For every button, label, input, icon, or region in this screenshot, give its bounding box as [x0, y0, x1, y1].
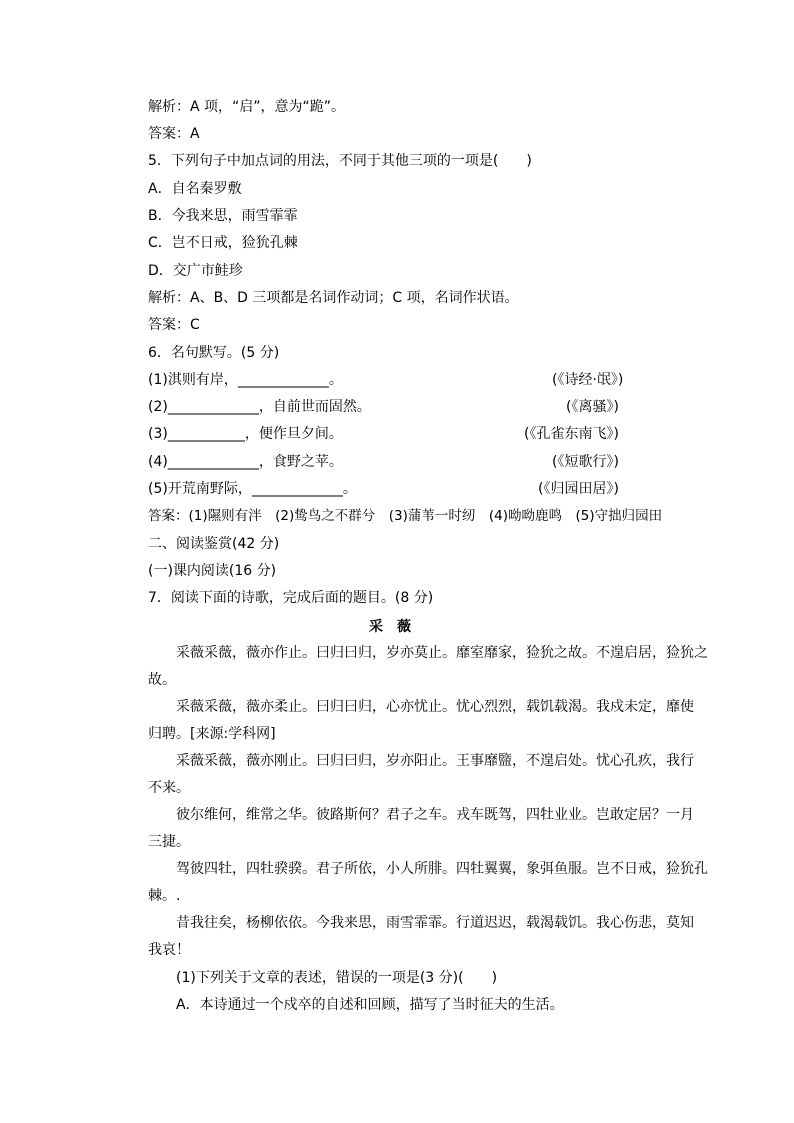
source-label: (《孔雀东南飞》): [524, 426, 619, 442]
question-5: 5．下列句子中加点词的用法，不同于其他三项的一项是( ): [148, 153, 532, 169]
source-label: (《离骚》): [566, 399, 619, 415]
question-6: 6．名句默写。(5 分): [148, 345, 280, 361]
answer-text: 答案：(1)隰则有泮 (2)鸷鸟之不群兮 (3)蒲苇一时纫 (4)呦呦鹿鸣 (5)守拙归园田: [148, 508, 663, 524]
source-label: (《归园田居》): [538, 481, 619, 497]
poem-stanza-2-cont: 归聘。[来源:学科网]: [148, 726, 276, 742]
poem-stanza-6-cont: 我哀！: [148, 942, 190, 958]
option-a: A．自名秦罗敷: [148, 181, 242, 197]
poem-stanza-4: 彼尔维何，维常之华。彼路斯何？君子之车。戎车既驾，四牡业业。岂敢定居？一月: [176, 807, 694, 823]
blank-line-4: (4)_____________，食野之苹。: [148, 454, 343, 470]
poem-stanza-6: 昔我往矣，杨柳依依。今我来思，雨雪霏霏。行道迟迟，载渴载饥。我心伤悲，莫知: [176, 915, 694, 931]
poem-stanza-3-cont: 不来。: [148, 780, 190, 796]
answer-text: 答案：C: [148, 317, 200, 333]
analysis-text: 解析：A 项，“启”，意为“跪”。: [148, 99, 346, 115]
blank-line-3: (3)___________，便作旦夕间。: [148, 426, 343, 442]
answer-text: 答案：A: [148, 126, 200, 142]
poem-stanza-2: 采薇采薇，薇亦柔止。曰归曰归，心亦忧止。忧心烈烈，载饥载渴。我戍未定，靡使: [176, 699, 694, 715]
poem-stanza-4-cont: 三捷。: [148, 834, 190, 850]
source-label: (《诗经·氓》): [552, 372, 624, 388]
blank-line-2: (2)_____________，自前世而固然。: [148, 399, 371, 415]
question-7: 7．阅读下面的诗歌，完成后面的题目。(8 分): [148, 590, 434, 606]
option-b: B．今我来思，雨雪霏霏: [148, 208, 298, 224]
poem-stanza-3: 采薇采薇，薇亦刚止。曰归曰归，岁亦阳止。王事靡盬，不遑启处。忧心孔疚，我行: [176, 753, 694, 769]
sub-question-1-option-a: A．本诗通过一个戍卒的自述和回顾，描写了当时征夫的生活。: [176, 997, 564, 1013]
option-c: C．岂不日戒，猃狁孔棘: [148, 235, 298, 251]
subsection-heading: (一)课内阅读(16 分): [148, 563, 277, 579]
sub-question-1: (1)下列关于文章的表述，错误的一项是(3 分)( ): [176, 970, 498, 986]
option-d: D．交广市鲑珍: [148, 263, 243, 279]
poem-stanza-1-cont: 故。: [148, 672, 176, 688]
poem-stanza-1: 采薇采薇，薇亦作止。曰归曰归，岁亦莫止。靡室靡家，猃狁之故。不遑启居，猃狁之: [176, 645, 708, 661]
poem-stanza-5: 驾彼四牡，四牡骙骙。君子所依，小人所腓。四牡翼翼，象弭鱼服。岂不日戒，猃狁孔: [176, 861, 708, 877]
poem-title: 采薇: [369, 619, 425, 635]
blank-line-1: (1)淇则有岸，_____________。: [148, 372, 343, 388]
section-heading: 二、阅读鉴赏(42 分): [148, 536, 280, 552]
blank-line-5: (5)开荒南野际，_____________。: [148, 481, 357, 497]
analysis-text: 解析：A、B、D 三项都是名词作动词；C 项，名词作状语。: [148, 290, 519, 306]
poem-stanza-5-cont: 棘。.: [148, 888, 181, 904]
source-label: (《短歌行》): [552, 454, 619, 470]
